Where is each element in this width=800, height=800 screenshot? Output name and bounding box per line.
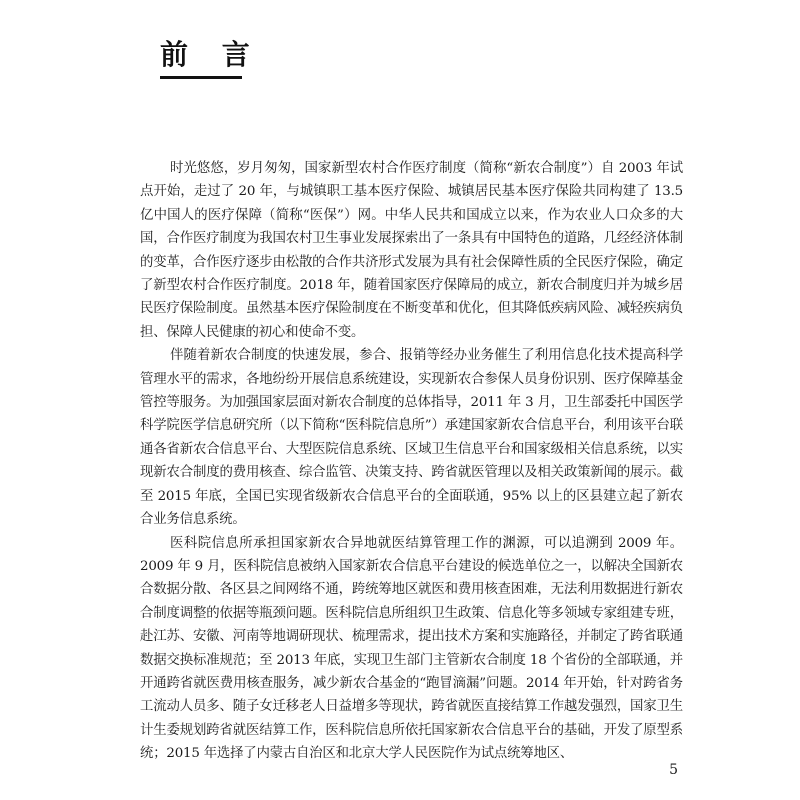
page-number: 5 (669, 762, 678, 778)
paragraph-2: 伴随着新农合制度的快速发展，参合、报销等经办业务催生了利用信息化技术提高科学管理水平的需求，各地纷纷开展信息系统建设，实现新农合参保人员身份识别、医疗保障基金管控等服务。为加强国家层面对新农合制度的总体指导，2011 年 3 月，卫生部委托中国医学科学院医学信息研究所（以下简称“医科院信息所”）承建国家新农合信息平台，利用该平台联通各省新农合信息平台、大型医院信息系统、区域卫生信息平台和国家级相关信息系统，以实现新农合制度的费用核查、综合监管、决策支持、跨省就医管理以及相关政策新闻的展示。截至 2015 年底，全国已实现省级新农合信息平台的全面联通，95% 以上的区县建立起了新农合业务信息系统。 (140, 348, 683, 528)
paragraph-1: 时光悠悠，岁月匆匆，国家新型农村合作医疗制度（简称“新农合制度”）自 2003 年试点开始，走过了 20 年，与城镇职工基本医疗保险、城镇居民基本医疗保险共同构建了 13.5 亿中国人的医疗保障（简称“医保”）网。中华人民共和国成立以来，作为农业人口众多的大国，合作医疗制度为我国农村卫生事业发展探索出了一条具有中国特色的道路，几经经济体制的变革，合作医疗逐步由松散的合作共济形式发展为具有社会保障性质的全民医疗保险，确定了新型农村合作医疗制度。2018 年，随着国家医疗保障局的成立，新农合制度归并为城乡居民医疗保险制度。虽然基本医疗保险制度在不断变革和优化，但其降低疾病风险、减轻疾病负担、保障人民健康的初心和使命不变。 (140, 161, 683, 340)
paragraph-3: 医科院信息所承担国家新农合异地就医结算管理工作的渊源，可以追溯到 2009 年。2009 年 9 月，医科院信息被纳入国家新农合信息平台建设的候选单位之一，以解决全国新农合数据分散、各区县之间网络不通，跨统筹地区就医和费用核查困难，无法利用数据进行新农合制度调整的依据等瓶颈问题。医科院信息所组织卫生政策、信息化等多领域专家组建专班，赴江苏、安徽、河南等地调研现状、梳理需求，提出技术方案和实施路径，并制定了跨省联通数据交换标准规范；至 2013 年底，实现卫生部门主管新农合制度 18 个省份的全部联通，并开通跨省就医费用核查服务，减少新农合基金的“跑冒滴漏”问题。2014 年开始，针对跨省务工流动人员多、随子女迁移老人日益增多等现状，跨省就医直接结算工作越发强烈，国家卫生计生委规划跨省就医结算工作，医科院信息所依托国家新农合信息平台的基础，开发了原型系统；2015 年选择了内蒙古自治区和北京大学人民医院作为试点统筹地区、 (140, 535, 683, 762)
body-text (140, 157, 683, 766)
page-title: 前 言 (160, 38, 262, 71)
heading-block (160, 38, 262, 79)
title-underline (160, 76, 242, 79)
